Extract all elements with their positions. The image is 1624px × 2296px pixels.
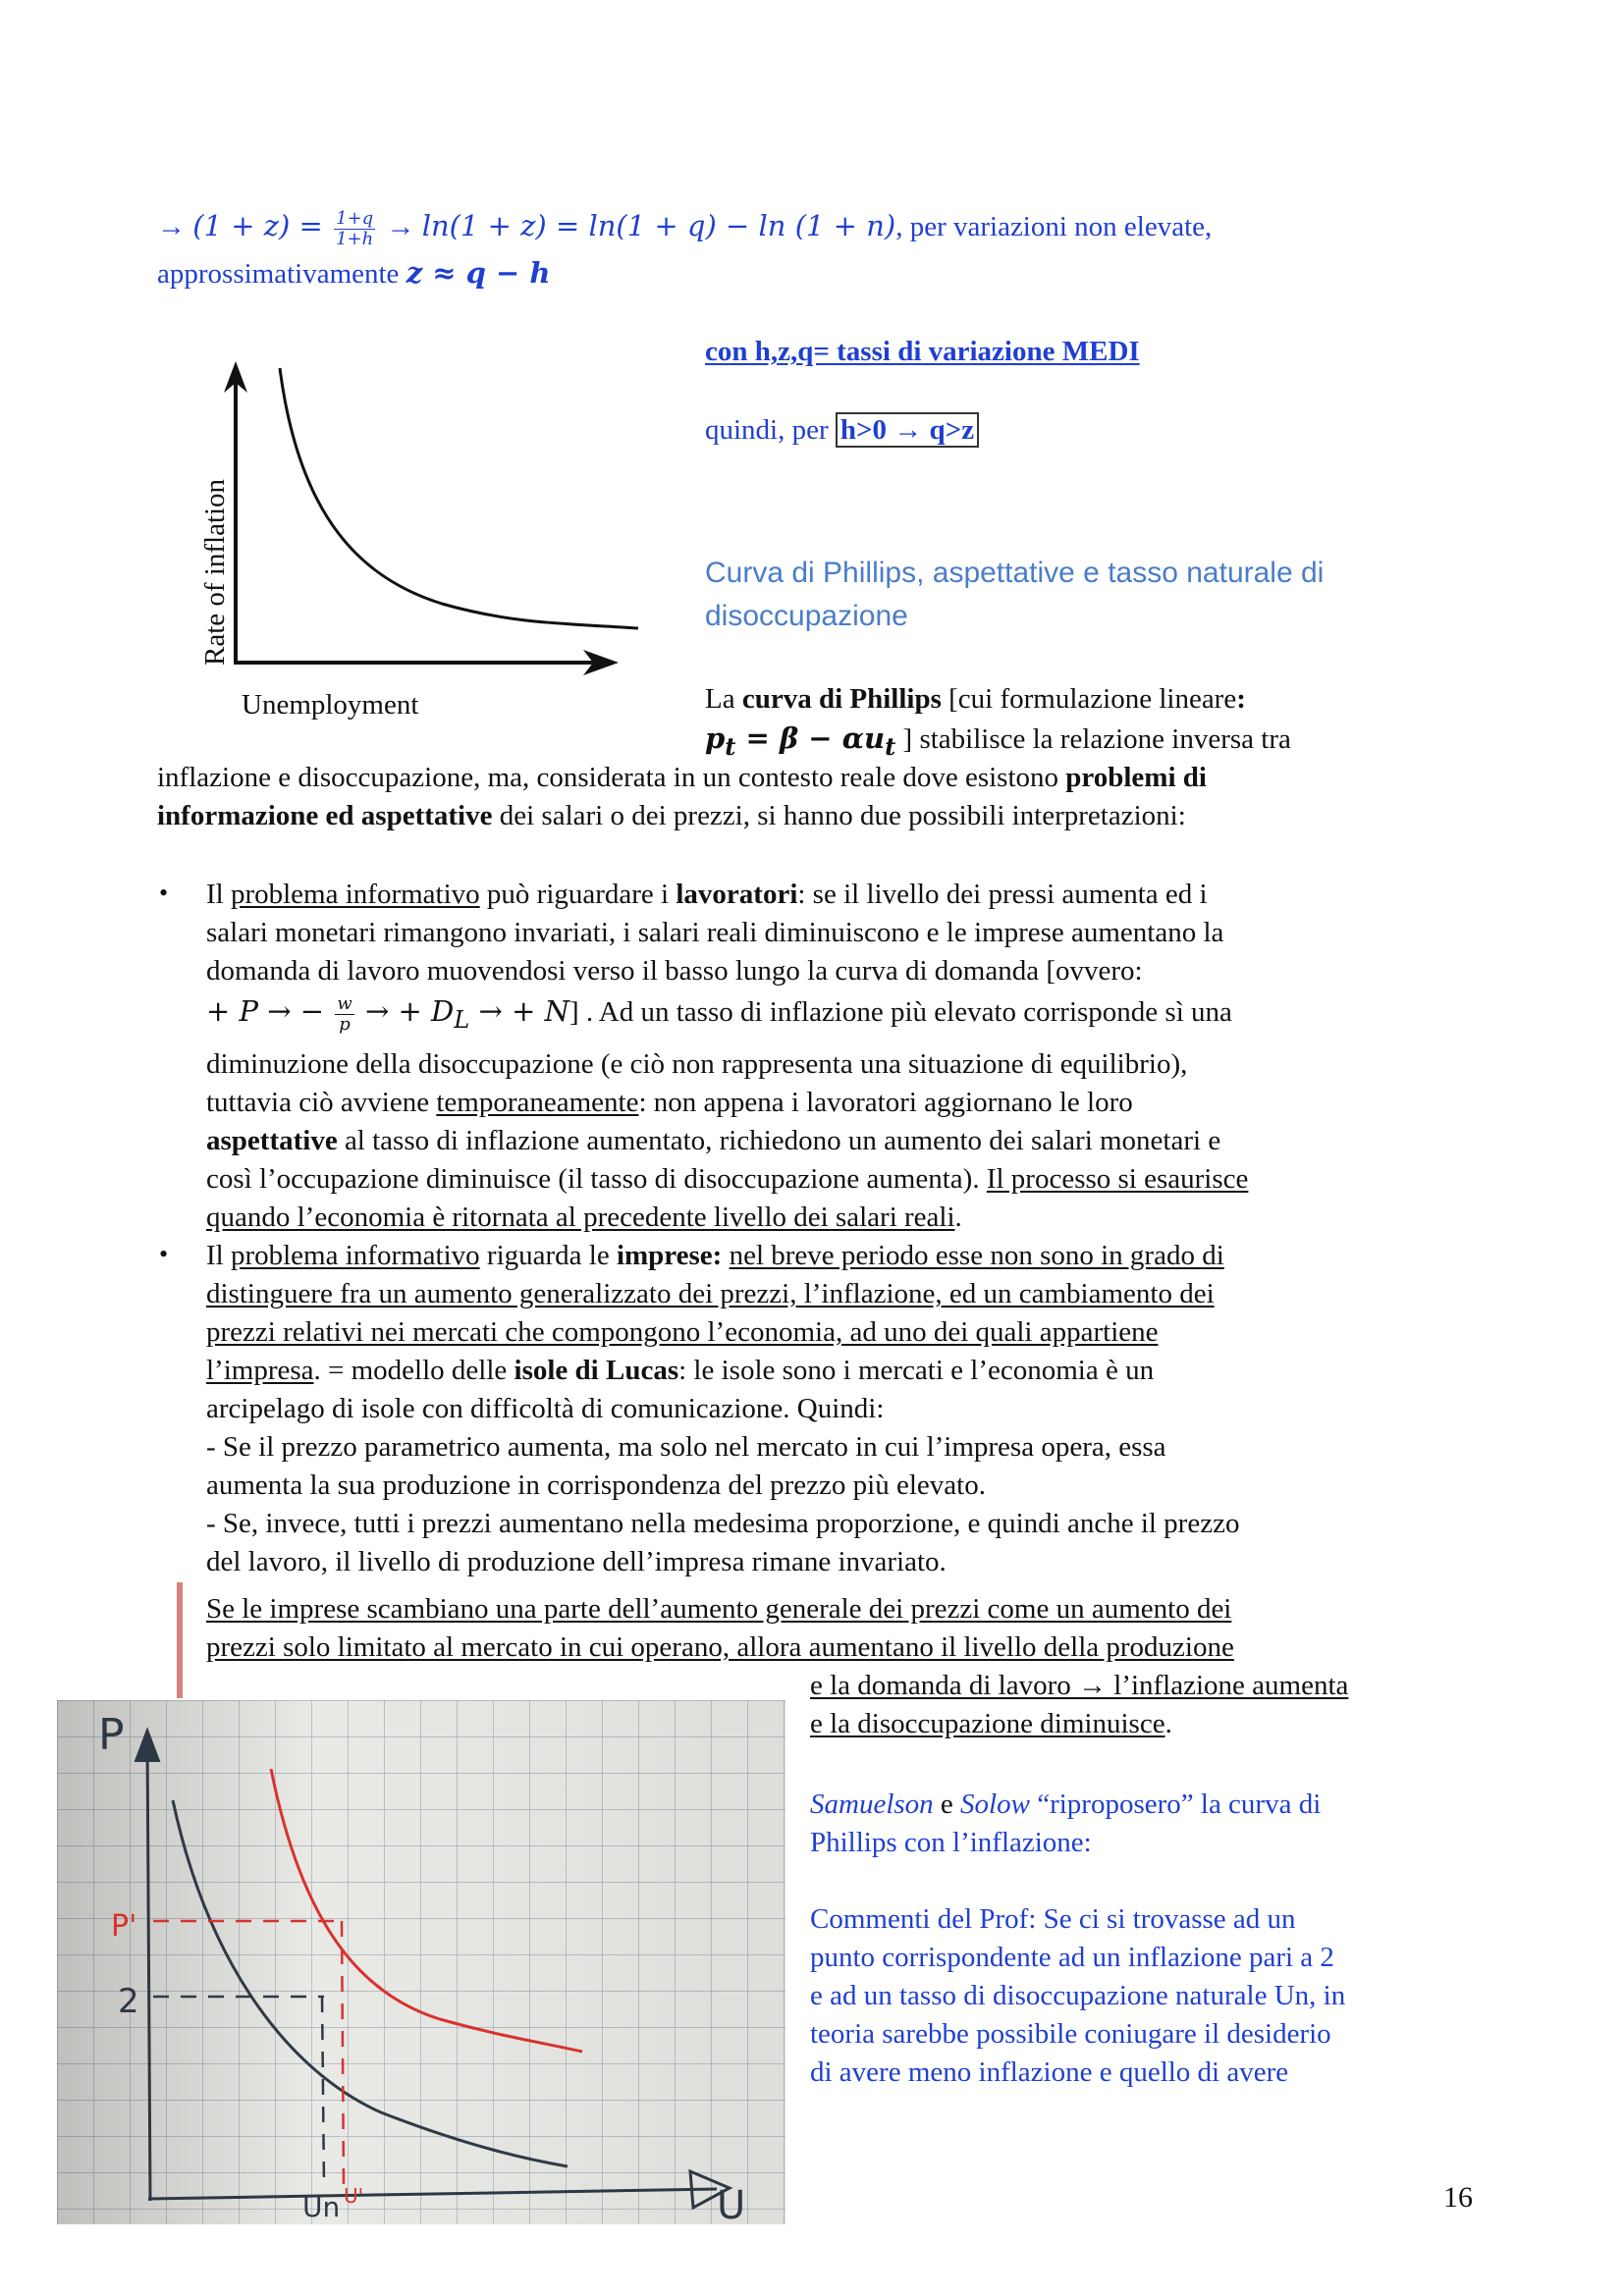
bullet2-line-9: del lavoro, il livello di produzione dell’impresa rimane invariato.: [206, 1546, 947, 1577]
bullet1-line-5: diminuzione della disoccupazione (e ciò non rappresenta una situazione di equilibrio),: [206, 1048, 1188, 1080]
bullet2-line-13: e la disoccupazione diminuisce.: [810, 1708, 1172, 1739]
bullet2-line-11: prezzi solo limitato al mercato in cui operano, allora aumentano il livello della produzione: [206, 1631, 1234, 1663]
bullet1-line-6: tuttavia ciò avviene temporaneamente: non appena i lavoratori aggiornano le loro: [206, 1087, 1133, 1118]
u-prime-label: U': [344, 2184, 364, 2208]
samuelson-line-1: Samuelson e Solow “riproposero” la curva di: [810, 1789, 1322, 1820]
comment-line-5: di avere meno inflazione e quello di avere: [810, 2056, 1289, 2088]
two-label: 2: [118, 1982, 139, 2021]
page-number: 16: [1443, 2181, 1473, 2214]
u-axis-label: U: [717, 2183, 746, 2224]
un-label: Un: [302, 2191, 341, 2223]
comment-line-3: e ad un tasso di disoccupazione naturale Un, in: [810, 1980, 1346, 2011]
bullet2-line-1: Il problema informativo riguarda le imprese: nel breve periodo esse non sono in grado di: [206, 1240, 1224, 1271]
bullet2-line-3: prezzi relativi nei mercati che compongono l’economia, ad uno dei quali appartiene: [206, 1316, 1159, 1348]
bullet1-line-1: Il problema informativo può riguardare i lavoratori: se il livello dei pressi aumenta ed i: [206, 879, 1208, 910]
para-line-4: informazione ed aspettative dei salari o dei prezzi, si hanno due possibili interpretazioni:: [157, 800, 1186, 831]
approx-line: approssimativamente z ≈ q − h: [157, 256, 551, 290]
y-axis-label: Rate of inflation: [199, 478, 231, 666]
arrow-icon: →: [157, 211, 186, 242]
fraction: $\frac{1+q}{1+h}$: [336, 207, 374, 249]
bullet2-line-4: l’impresa. = modello delle isole di Lucas: le isole sono i mercati e l’economia è un: [206, 1355, 1155, 1386]
handdrawn-phillips-photo: [57, 1700, 785, 2224]
bullet1-line-2: salari monetari rimangono invariati, i salari reali diminuiscono e le imprese aumentano la: [206, 917, 1224, 948]
para-line-1: La curva di Phillips [cui formulazione lineare:: [705, 683, 1246, 715]
boxed-condition: h>0 → q>z: [836, 412, 979, 448]
phillips-curve: [280, 368, 638, 628]
samuelson-line-2: Phillips con l’inflazione:: [810, 1827, 1092, 1858]
bullet1-line-9: quando l’economia è ritornata al precedente livello dei salari reali.: [206, 1201, 962, 1233]
comment-line-2: punto corrispondente ad un inflazione pari a 2: [810, 1942, 1334, 1973]
bullet-dot: •: [159, 1240, 169, 1268]
p-prime-label: P': [111, 1909, 137, 1944]
x-axis-label: Unemployment: [242, 689, 419, 721]
section-heading: Curva di Phillips, aspettative e tasso naturale di disoccupazione: [705, 557, 1325, 632]
bullet1-line-8: così l’occupazione diminuisce (il tasso di disoccupazione aumenta). Il processo si esaurisce: [206, 1163, 1249, 1195]
fraction: $\frac{w}{p}$: [337, 992, 352, 1035]
bullet2-line-12: e la domanda di lavoro → l’inflazione aumenta: [810, 1670, 1349, 1701]
arrow-icon: →: [386, 211, 415, 242]
bullet2-line-8: - Se, invece, tutti i prezzi aumentano nella medesima proporzione, e quindi anche il prezzo: [206, 1508, 1240, 1539]
comment-line-1: Commenti del Prof: Se ci si trovasse ad un: [810, 1903, 1296, 1935]
bullet1-line-7: aspettative al tasso di inflazione aumentato, richiedono un aumento dei salari monetari e: [206, 1125, 1221, 1156]
note-medi: con h,z,q= tassi di variazione MEDI: [705, 336, 1140, 367]
bullet2-line-5: arcipelago di isole con difficoltà di comunicazione. Quindi:: [206, 1393, 885, 1424]
p-axis-label: P: [98, 1710, 125, 1760]
bullet2-line-10: Se le imprese scambiano una parte dell’aumento generale dei prezzi come un aumento dei: [206, 1593, 1232, 1625]
bullet1-line-3: domanda di lavoro muovendosi verso il basso lungo la curva di domanda [ovvero:: [206, 955, 1143, 987]
bullet2-line-7: aumenta la sua produzione in corrispondenza del prezzo più elevato.: [206, 1469, 986, 1501]
bullet2-line-2: distinguere fra un aumento generalizzato dei prezzi, l’inflazione, ed un cambiamento dei: [206, 1278, 1215, 1309]
para-line-2: $p_t = \beta - \alpha u_t$ ] stabilisce la relazione inversa tra: [705, 721, 1291, 761]
margin-red-line: [177, 1582, 183, 1698]
bullet2-line-6: - Se il prezzo parametrico aumenta, ma solo nel mercato in cui l’impresa opera, essa: [206, 1431, 1166, 1463]
para-line-3: inflazione e disoccupazione, ma, considerata in un contesto reale dove esistono problemi di: [157, 762, 1207, 793]
bullet-dot: •: [159, 879, 169, 907]
comment-line-4: teoria sarebbe possibile coniugare il desiderio: [810, 2018, 1331, 2050]
phillips-curve-chart: [187, 353, 658, 726]
note-quindi: quindi, per h>0 → q>z: [705, 410, 979, 450]
formula-line: → (1 + z) = $\frac{1+q}{1+h}$ → ln(1 + z) = ln(1 + q) − ln (1 + n), per variazioni non elevate,: [157, 207, 1213, 249]
bullet1-line-4: + P → − $\frac{w}{p}$ → + $D_L$ → + N] . Ad un tasso di inflazione più elevato corrisponde sì una: [206, 992, 1232, 1035]
